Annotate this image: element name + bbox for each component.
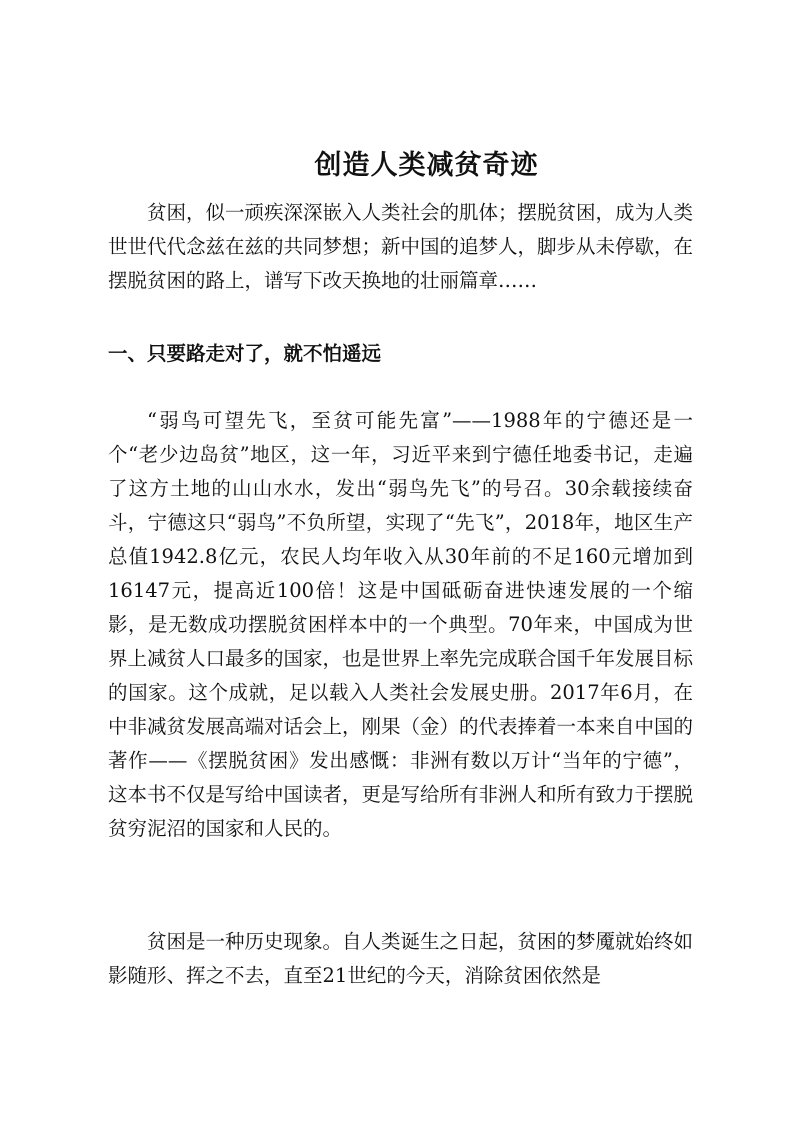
body-paragraph-1: “弱鸟可望先飞，至贫可能先富”——1988年的宁德还是一个“老少边岛贫”地区，这一年，习近平来到宁德任地委书记，走遍了这方土地的山山水水，发出“弱鸟先飞”的号召。30余载接续奋斗，宁德这只“弱鸟”不负所望，实现了“先飞”，2018年，地区生产总值1942.8亿元，农民人均年收入从30年前的不足160元增加到16147元，提高近100倍！这是中国砥砺奋进快速发展的一个缩影，是无数成功摆脱贫困样本中的一个典型。70年来，中国成为世界上减贫人口最多的国家，也是世界上率先完成联合国千年发展目标的国家。这个成就，足以载入人类社会发展史册。2017年6月，在中非减贫发展高端对话会上，刚果（金）的代表捧着一本来自中国的著作——《摆脱贫困》发出感慨：非洲有数以万计“当年的宁德”，这本书不仅是写给中国读者，更是写给所有非洲人和所有致力于摆脱贫穷泥沼的国家和人民的。 xyxy=(108,409,694,840)
intro-paragraph: 贫困，似一顽疾深深嵌入人类社会的肌体；摆脱贫困，成为人类世世代代念兹在兹的共同梦想；新中国的追梦人，脚步从未停歇，在摆脱贫困的路上，谱写下改天换地的壮丽篇章…… xyxy=(108,201,694,292)
section-heading: 一、只要路走对了，就不怕遥远 xyxy=(108,342,382,365)
body-paragraph-2: 贫困是一种历史现象。自人类诞生之日起，贫困的梦魇就始终如影随形、挥之不去，直至21世纪的今天，消除贫困依然是 xyxy=(108,930,694,987)
document-title: 创造人类减贫奇迹 xyxy=(314,150,539,182)
